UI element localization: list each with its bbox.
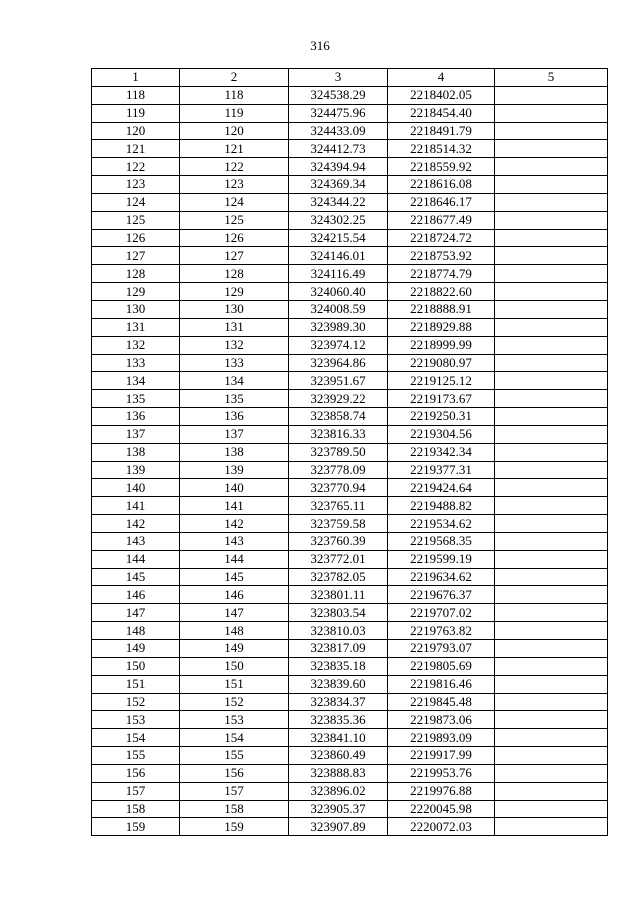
table-row [92,318,608,336]
table-cell: 2218677.49 [388,211,495,229]
table-cell: 145 [180,568,289,586]
table-cell: 2219976.88 [388,782,495,800]
table-cell: 158 [92,800,180,818]
table-cell: 135 [92,390,180,408]
table-cell: 150 [92,657,180,675]
table-cell: 155 [92,747,180,765]
table-cell [495,122,608,140]
table-cell: 323951.67 [289,372,388,390]
table-cell: 130 [92,300,180,318]
table-cell: 2219534.62 [388,515,495,533]
table-cell: 324116.49 [289,265,388,283]
table-cell: 142 [180,515,289,533]
table-cell: 120 [180,122,289,140]
table-cell: 138 [180,443,289,461]
table-cell [495,425,608,443]
table-cell [495,336,608,354]
table-cell: 150 [180,657,289,675]
table-cell: 147 [92,604,180,622]
table-row [92,354,608,372]
table-cell: 123 [92,176,180,194]
table-cell: 151 [92,675,180,693]
table-row [92,675,608,693]
table-cell: 2219377.31 [388,461,495,479]
table-cell: 141 [180,497,289,515]
table-cell [495,461,608,479]
table-row [92,657,608,675]
table-cell: 155 [180,747,289,765]
table-cell: 154 [180,729,289,747]
table-cell: 2219873.06 [388,711,495,729]
table-row [92,265,608,283]
table-cell: 129 [92,283,180,301]
table-cell: 2219805.69 [388,657,495,675]
table-cell: 2219488.82 [388,497,495,515]
table-row [92,158,608,176]
table-row [92,800,608,818]
table-cell: 2218454.40 [388,104,495,122]
table-cell [495,764,608,782]
table-cell [495,372,608,390]
table-cell: 323974.12 [289,336,388,354]
table-cell: 2218929.88 [388,318,495,336]
table-cell [495,390,608,408]
table-row [92,622,608,640]
table-cell: 2218822.60 [388,283,495,301]
table-cell: 130 [180,300,289,318]
table-cell: 324215.54 [289,229,388,247]
table-cell [495,711,608,729]
coordinate-table [91,68,608,836]
table-row [92,782,608,800]
table-cell [495,408,608,426]
table-row [92,211,608,229]
table-cell: 120 [92,122,180,140]
table-cell: 324412.73 [289,140,388,158]
table-cell: 323896.02 [289,782,388,800]
table-cell: 137 [92,425,180,443]
table-cell: 2219707.02 [388,604,495,622]
table-cell: 323835.36 [289,711,388,729]
table-cell: 133 [92,354,180,372]
table-cell [495,675,608,693]
table-cell: 156 [92,764,180,782]
table-cell [495,265,608,283]
table-cell: 152 [92,693,180,711]
table-cell: 324302.25 [289,211,388,229]
table-cell: 324008.59 [289,300,388,318]
table-cell: 323759.58 [289,515,388,533]
table-cell: 122 [92,158,180,176]
table-cell: 135 [180,390,289,408]
table-cell [495,497,608,515]
table-cell [495,140,608,158]
table-cell: 147 [180,604,289,622]
table-cell: 127 [180,247,289,265]
table-row [92,818,608,836]
table-cell: 153 [180,711,289,729]
table-cell: 324433.09 [289,122,388,140]
table-cell [495,104,608,122]
table-cell: 121 [92,140,180,158]
table-cell: 125 [180,211,289,229]
table-cell: 2219763.82 [388,622,495,640]
table-cell: 134 [180,372,289,390]
table-cell: 2219125.12 [388,372,495,390]
table-cell: 146 [92,586,180,604]
table-cell [495,86,608,104]
table-cell [495,176,608,194]
table-row [92,390,608,408]
table-row [92,747,608,765]
table-cell: 323817.09 [289,640,388,658]
table-cell: 323834.37 [289,693,388,711]
column-header: 3 [289,69,388,87]
table-cell: 324369.34 [289,176,388,194]
table-cell: 324538.29 [289,86,388,104]
table-cell [495,693,608,711]
table-cell: 323760.39 [289,532,388,550]
table-row [92,604,608,622]
table-cell: 323989.30 [289,318,388,336]
table-cell: 139 [92,461,180,479]
table-row [92,140,608,158]
table-cell: 131 [180,318,289,336]
table-row [92,283,608,301]
table-cell: 2218491.79 [388,122,495,140]
table-cell: 2219893.09 [388,729,495,747]
table-cell [495,193,608,211]
table-cell [495,604,608,622]
table-cell: 323782.05 [289,568,388,586]
column-header: 4 [388,69,495,87]
table-cell [495,586,608,604]
table-cell: 2219845.48 [388,693,495,711]
table-row [92,86,608,104]
table-cell: 323778.09 [289,461,388,479]
table-cell: 2219816.46 [388,675,495,693]
table-cell: 125 [92,211,180,229]
table-cell: 2218514.32 [388,140,495,158]
table-cell: 146 [180,586,289,604]
table-row [92,729,608,747]
table-row [92,247,608,265]
table-cell: 323770.94 [289,479,388,497]
table-cell: 2219599.19 [388,550,495,568]
table-cell: 323860.49 [289,747,388,765]
table-cell: 323772.01 [289,550,388,568]
table-row [92,550,608,568]
table-cell: 148 [180,622,289,640]
table-cell [495,211,608,229]
table-cell: 2219304.56 [388,425,495,443]
table-cell: 2219080.97 [388,354,495,372]
table-cell: 124 [92,193,180,211]
table-cell: 2219793.07 [388,640,495,658]
table-cell [495,158,608,176]
table-cell: 2219424.64 [388,479,495,497]
table-cell: 127 [92,247,180,265]
table-cell [495,640,608,658]
table-cell [495,622,608,640]
table-cell: 158 [180,800,289,818]
table-cell: 2219634.62 [388,568,495,586]
page-number: 316 [310,38,330,53]
table-cell: 128 [92,265,180,283]
table-row [92,176,608,194]
table-row [92,479,608,497]
table-cell: 323810.03 [289,622,388,640]
table-header-row [92,69,608,87]
table-cell: 139 [180,461,289,479]
table-cell: 151 [180,675,289,693]
table-cell: 2219173.67 [388,390,495,408]
table-cell [495,532,608,550]
column-header: 2 [180,69,289,87]
table-cell: 154 [92,729,180,747]
table-cell: 324146.01 [289,247,388,265]
table-cell: 324394.94 [289,158,388,176]
table-cell: 2220045.98 [388,800,495,818]
table-cell: 124 [180,193,289,211]
table-cell [495,515,608,533]
table-cell: 323929.22 [289,390,388,408]
table-cell [495,818,608,836]
table-cell: 324060.40 [289,283,388,301]
table-cell: 159 [180,818,289,836]
table-cell: 141 [92,497,180,515]
table-row [92,229,608,247]
table-cell: 140 [180,479,289,497]
table-cell: 2219342.34 [388,443,495,461]
table-cell: 323765.11 [289,497,388,515]
table-cell [495,443,608,461]
table-cell: 126 [92,229,180,247]
table-cell: 159 [92,818,180,836]
table-cell [495,479,608,497]
table-cell: 2218774.79 [388,265,495,283]
table-cell: 2218724.72 [388,229,495,247]
table-cell: 119 [92,104,180,122]
table-cell: 129 [180,283,289,301]
table-cell [495,747,608,765]
table-row [92,693,608,711]
table-cell: 323858.74 [289,408,388,426]
table-row [92,461,608,479]
table-cell [495,354,608,372]
table-row [92,640,608,658]
table-cell: 157 [92,782,180,800]
table-cell: 323964.86 [289,354,388,372]
table-cell: 323907.89 [289,818,388,836]
table-cell: 323835.18 [289,657,388,675]
table-cell: 2218616.08 [388,176,495,194]
table-row [92,497,608,515]
table-cell: 118 [92,86,180,104]
table-cell: 122 [180,158,289,176]
table-cell [495,657,608,675]
table-cell: 149 [180,640,289,658]
table-cell: 323816.33 [289,425,388,443]
table-cell: 323841.10 [289,729,388,747]
table-row [92,193,608,211]
table-row [92,122,608,140]
table-row [92,104,608,122]
table-cell [495,318,608,336]
column-header: 1 [92,69,180,87]
table-cell [495,283,608,301]
table-cell [495,568,608,586]
table-cell: 144 [92,550,180,568]
table-cell: 153 [92,711,180,729]
table-cell: 132 [92,336,180,354]
table-cell: 323888.83 [289,764,388,782]
table-cell [495,729,608,747]
table-row [92,515,608,533]
table-row [92,568,608,586]
table-cell: 138 [92,443,180,461]
table-cell: 2218753.92 [388,247,495,265]
table-cell: 323789.50 [289,443,388,461]
table-cell: 152 [180,693,289,711]
table-cell: 324475.96 [289,104,388,122]
table-cell: 140 [92,479,180,497]
table-row [92,711,608,729]
table-cell [495,229,608,247]
table-cell: 2219676.37 [388,586,495,604]
table-cell: 118 [180,86,289,104]
table-cell: 143 [180,532,289,550]
table-cell [495,247,608,265]
column-header: 5 [495,69,608,87]
table-row [92,300,608,318]
table-cell [495,550,608,568]
table-cell: 119 [180,104,289,122]
table-cell: 142 [92,515,180,533]
table-cell: 133 [180,354,289,372]
table-cell: 126 [180,229,289,247]
table-cell: 143 [92,532,180,550]
table-cell: 2218402.05 [388,86,495,104]
table-row [92,372,608,390]
table-cell: 136 [180,408,289,426]
table-cell: 324344.22 [289,193,388,211]
table-row [92,443,608,461]
table-cell: 136 [92,408,180,426]
table-cell: 134 [92,372,180,390]
table-cell: 2220072.03 [388,818,495,836]
table-cell: 2219917.99 [388,747,495,765]
table-cell [495,782,608,800]
table-cell: 132 [180,336,289,354]
table-cell: 157 [180,782,289,800]
table-cell: 323839.60 [289,675,388,693]
table-cell: 148 [92,622,180,640]
table-row [92,425,608,443]
table-cell: 123 [180,176,289,194]
table-body [92,86,608,835]
table-row [92,586,608,604]
table-cell: 323801.11 [289,586,388,604]
table-cell: 2219953.76 [388,764,495,782]
table-cell: 121 [180,140,289,158]
table-cell: 137 [180,425,289,443]
table-cell: 2218888.91 [388,300,495,318]
table-cell: 149 [92,640,180,658]
table-cell: 2219250.31 [388,408,495,426]
table-cell [495,300,608,318]
table-row [92,764,608,782]
table-cell: 2218999.99 [388,336,495,354]
table-cell: 2219568.35 [388,532,495,550]
table-cell [495,800,608,818]
table-cell: 156 [180,764,289,782]
table-cell: 128 [180,265,289,283]
table-cell: 131 [92,318,180,336]
table-cell: 144 [180,550,289,568]
table-row [92,408,608,426]
table-cell: 145 [92,568,180,586]
table-cell: 2218559.92 [388,158,495,176]
table-row [92,336,608,354]
table-cell: 323803.54 [289,604,388,622]
table-cell: 323905.37 [289,800,388,818]
table-row [92,532,608,550]
table-cell: 2218646.17 [388,193,495,211]
